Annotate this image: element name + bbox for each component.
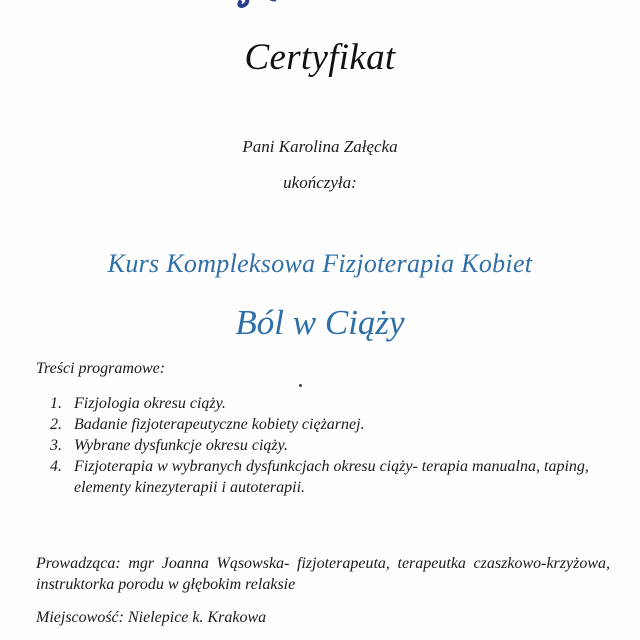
program-item-number: 4. bbox=[50, 458, 62, 475]
program-item-number: 1. bbox=[50, 395, 62, 412]
course-subtitle: Ból w Ciąży bbox=[235, 303, 405, 342]
certificate-title: Certyfikat bbox=[244, 37, 396, 78]
program-item-text: Badanie fizjoterapeutyczne kobiety ciężarnej. bbox=[74, 416, 365, 433]
program-item bbox=[50, 435, 615, 456]
program-item-number: 2. bbox=[50, 416, 62, 433]
program-item bbox=[50, 393, 615, 414]
recipient-name: Pani Karolina Załęcka bbox=[242, 137, 398, 156]
program-item bbox=[50, 414, 615, 435]
program-heading: Treści programowe: bbox=[36, 360, 166, 377]
course-leader: Prowadząca: mgr Joanna Wąsowska- fizjoterapeuta, terapeutka czaszkowo-krzyżowa, instruktorka porodu w głębokim relaksie bbox=[36, 555, 610, 593]
program-item-text: Fizjologia okresu ciąży. bbox=[74, 395, 226, 412]
program-item-text: Wybrane dysfunkcje okresu ciąży. bbox=[74, 437, 288, 454]
course-location: Miejscowość: Nielepice k. Krakowa bbox=[36, 609, 267, 626]
completed-label: ukończyła: bbox=[283, 173, 357, 192]
course-name: Kurs Kompleksowa Fizjoterapia Kobiet bbox=[107, 249, 533, 278]
stray-dot-mark bbox=[299, 384, 302, 387]
program-item bbox=[50, 456, 615, 498]
logo-fragment-icon bbox=[236, 0, 346, 8]
program-item-text: Fizjoterapia w wybranych dysfunkcjach okresu ciąży- terapia manualna, taping, elementy kinezyterapii i autoterapii. bbox=[74, 458, 589, 496]
program-list bbox=[50, 393, 615, 498]
program-item-number: 3. bbox=[50, 437, 62, 454]
